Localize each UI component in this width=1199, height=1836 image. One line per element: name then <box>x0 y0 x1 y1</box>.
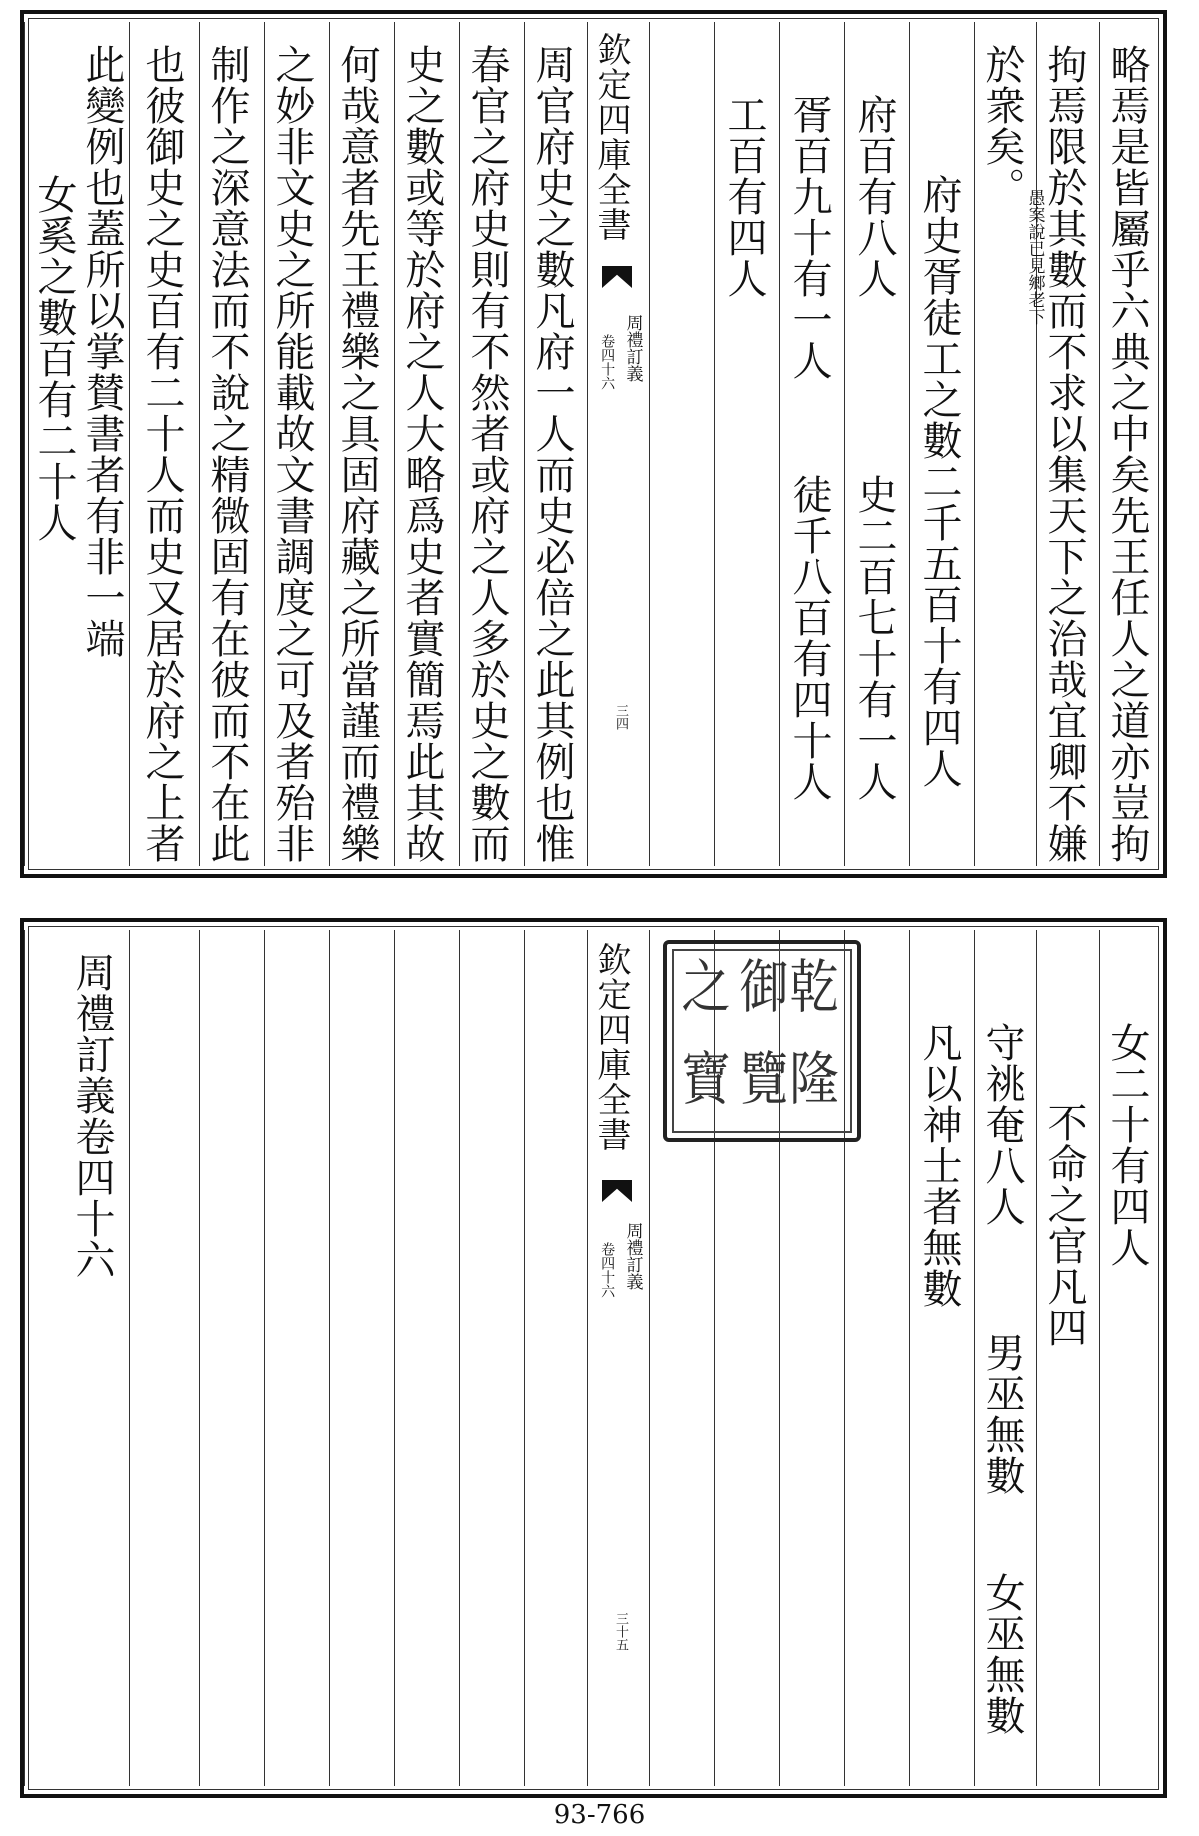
text-column: 女巫無數 <box>979 1572 1025 1736</box>
seal-character: 乾 <box>789 953 839 1021</box>
annotation-note: 愚案說已見鄉老下 <box>1024 189 1045 325</box>
text-column: 府百有八人 <box>851 94 897 299</box>
text-column: 周官府史之數凡府一人而史必倍之此其例也惟 <box>529 44 575 864</box>
text-column: 胥百九十有一人 <box>786 94 832 381</box>
text-column: 女二十有四人 <box>1104 1022 1150 1268</box>
column-divider <box>524 930 587 1786</box>
seal-character: 隆 <box>789 1045 839 1113</box>
column-divider <box>394 930 459 1786</box>
text-column: 府史胥徒工之數二千五百十有四人 <box>916 174 962 789</box>
text-column: 此變例也蓋所以掌賛書者有非一端 <box>79 44 125 659</box>
text-column: 凡以神士者無數 <box>916 1022 962 1309</box>
column-divider <box>264 930 329 1786</box>
center-volume: 卷四十六 <box>599 334 616 390</box>
text-column: 於衆矣。 <box>979 44 1025 208</box>
text-column: 略焉是皆屬乎六典之中矣先王任人之道亦豈拘 <box>1104 44 1150 864</box>
text-column: 守祧奄八人 <box>979 1022 1025 1227</box>
text-column: 徒千八百有四十人 <box>786 474 832 802</box>
bottom-page-frame <box>20 918 1167 1798</box>
center-book-title: 欽定四庫全書 <box>591 32 631 242</box>
center-page-number: 三十五 <box>612 1612 628 1651</box>
top-page-frame <box>20 10 1167 878</box>
center-volume: 卷四十六 <box>599 1242 616 1298</box>
text-column: 制作之深意法而不說之精微固有在彼而不在此 <box>204 44 250 864</box>
seal-character: 覽 <box>739 1045 789 1113</box>
text-column: 之妙非文史之所能載故文書調度之可及者殆非 <box>269 44 315 864</box>
column-divider <box>199 930 264 1786</box>
seal-character: 寶 <box>681 1045 731 1113</box>
column-divider <box>1036 930 1099 1786</box>
page-number: 93-766 <box>553 1800 646 1830</box>
text-column: 男巫無數 <box>979 1332 1025 1496</box>
center-page-number: 三四 <box>612 704 628 730</box>
center-book-title: 欽定四庫全書 <box>591 942 631 1152</box>
text-column: 不命之官凡四 <box>1041 1102 1087 1348</box>
text-column: 史之數或等於府之人大略爲史者實簡焉此其故 <box>399 44 445 864</box>
text-column: 周禮訂義卷四十六 <box>69 952 115 1280</box>
column-divider <box>329 930 394 1786</box>
text-column: 史二百七十有一人 <box>851 474 897 802</box>
seal-character: 御 <box>739 953 789 1021</box>
text-column: 何哉意者先王禮樂之具固府藏之所當謹而禮樂 <box>334 44 380 864</box>
center-book-name: 周禮訂義 <box>622 314 643 382</box>
text-column: 女奚之數百有二十人 <box>31 174 77 543</box>
text-column: 拘焉限於其數而不求以集天下之治哉宜卿不嫌 <box>1041 44 1087 864</box>
center-book-name: 周禮訂義 <box>622 1222 643 1290</box>
column-divider <box>129 930 199 1786</box>
text-column: 也彼御史之史百有二十人而史又居於府之上者 <box>139 44 185 864</box>
column-divider <box>459 930 524 1786</box>
imperial-seal <box>663 940 861 1142</box>
text-column: 春官之府史則有不然者或府之人多於史之數而 <box>464 44 510 864</box>
seal-character: 之 <box>681 953 731 1021</box>
text-column: 工百有四人 <box>721 94 767 299</box>
column-divider <box>649 22 714 866</box>
